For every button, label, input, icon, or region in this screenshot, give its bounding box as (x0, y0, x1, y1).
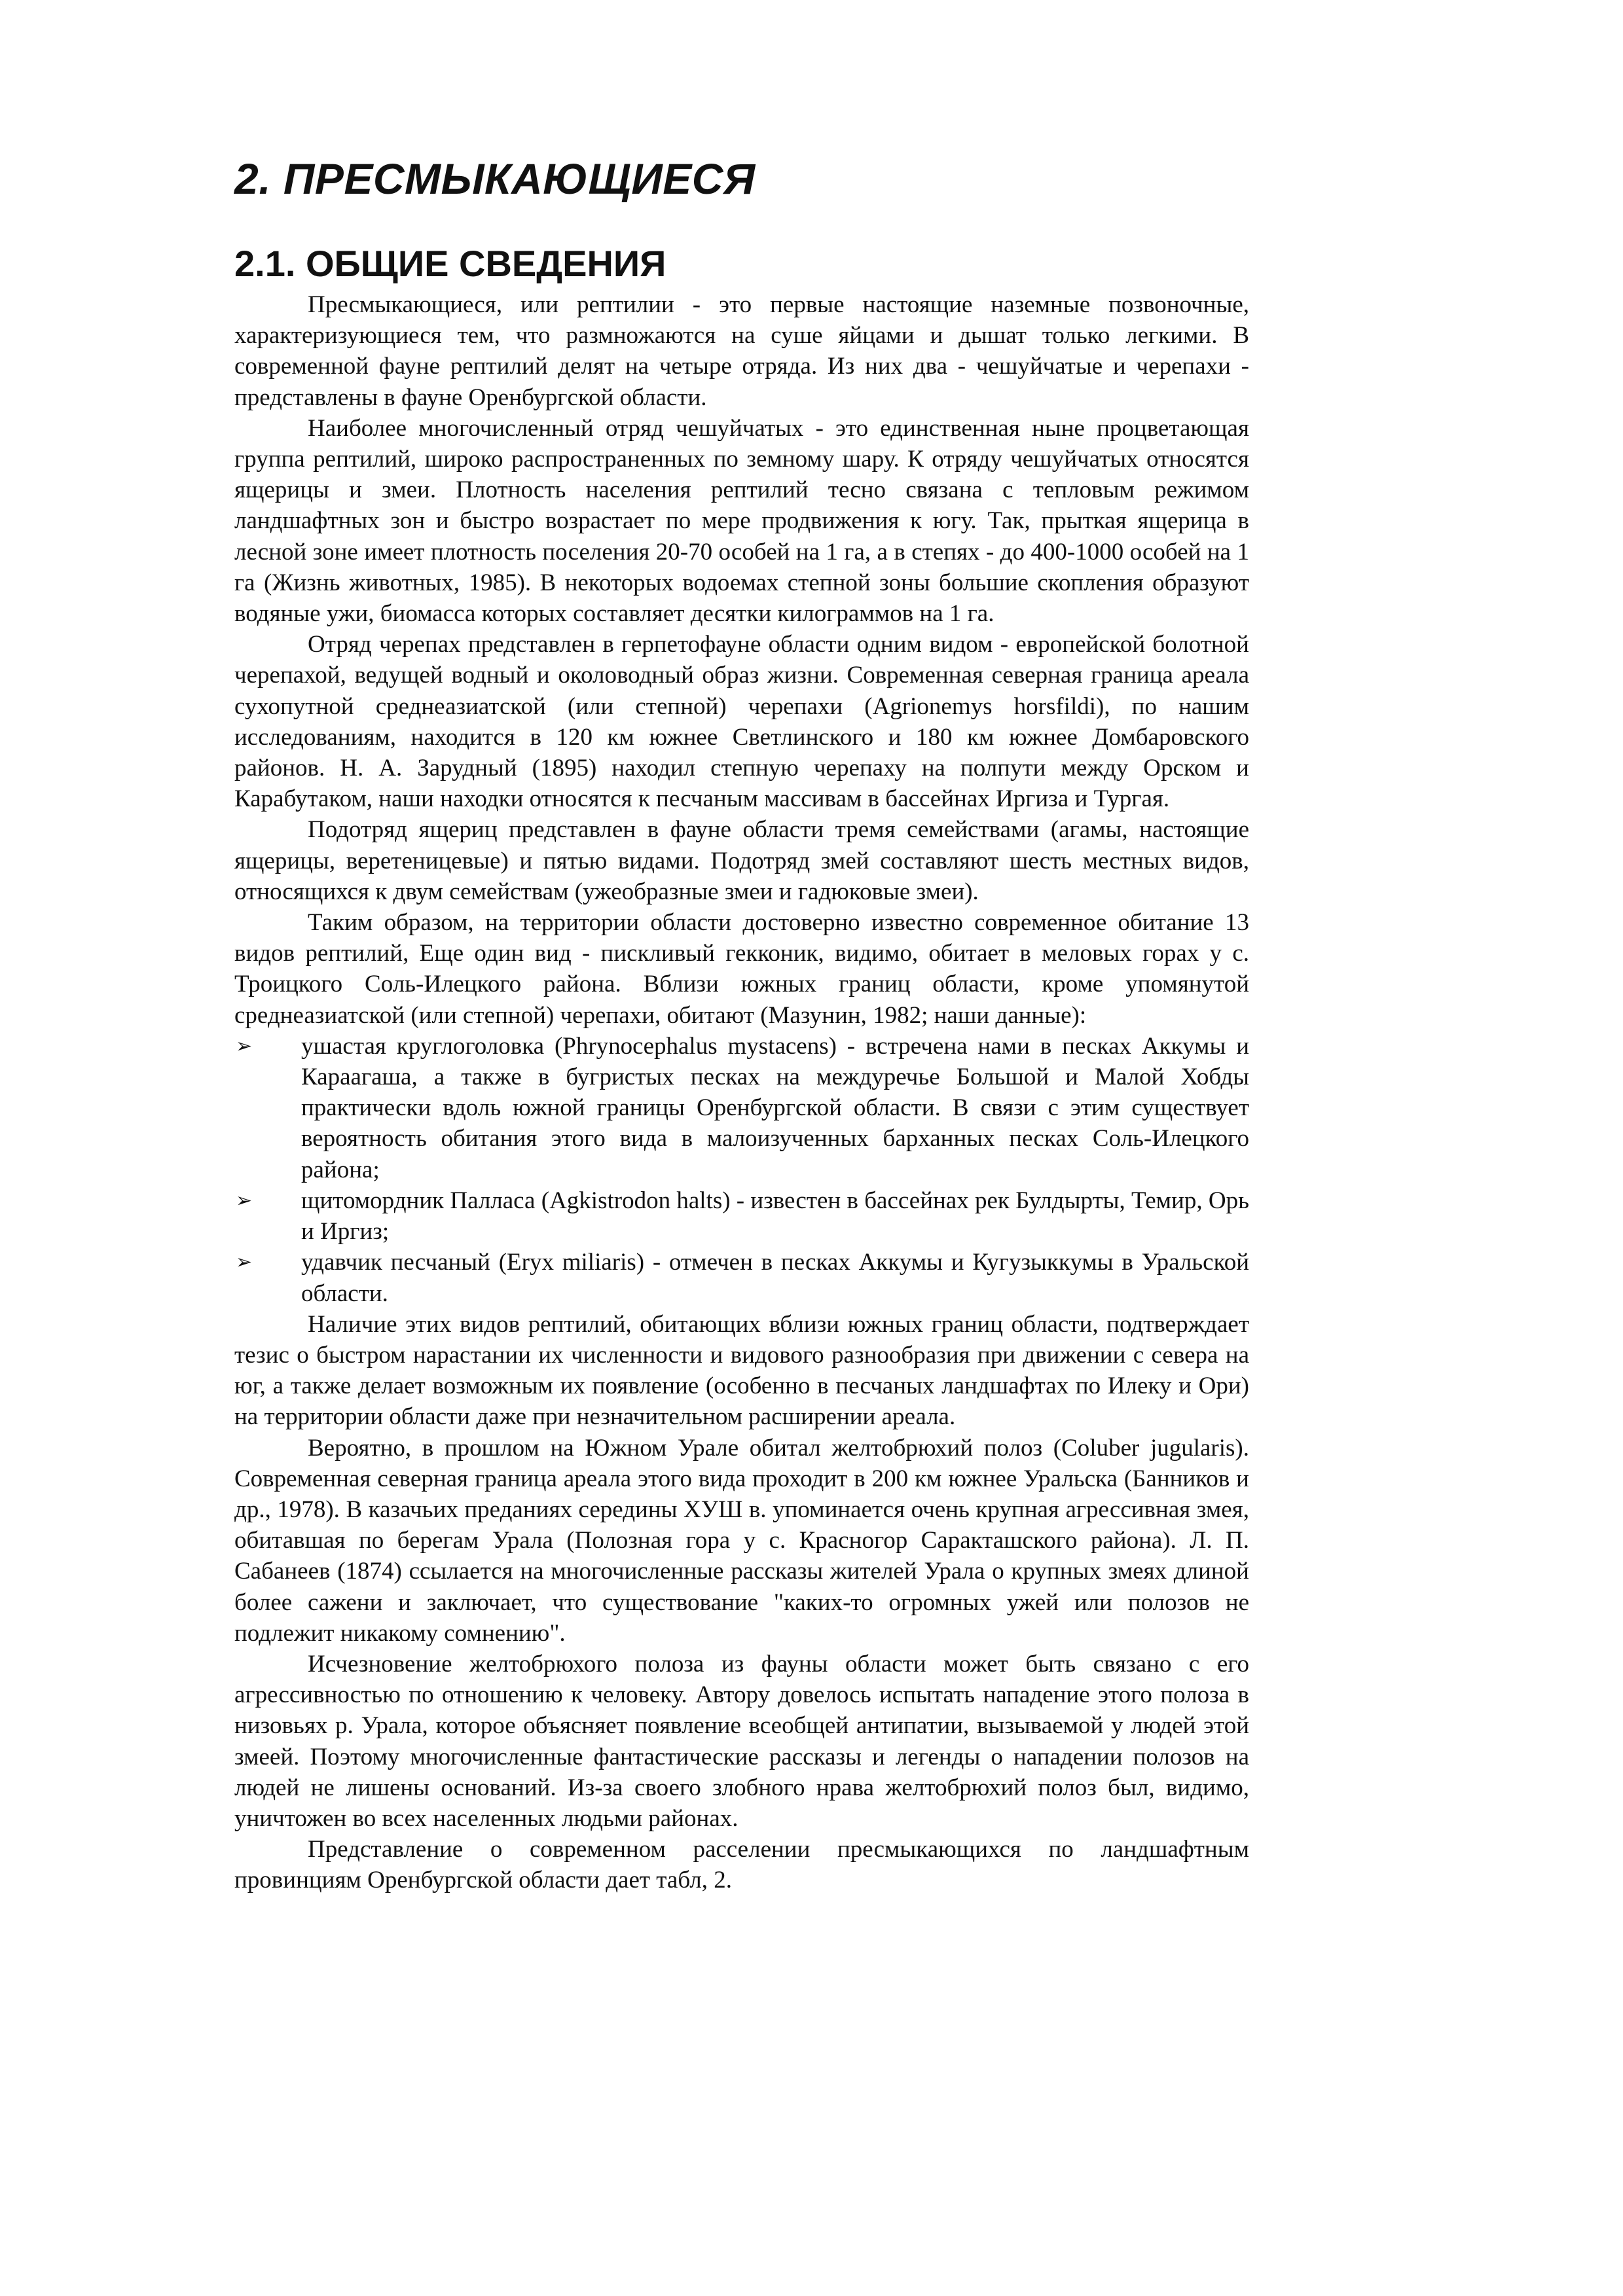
list-item (234, 1247, 1249, 1308)
paragraph-coluber: Вероятно, в прошлом на Южном Урале обитал желтобрюхий полоз (Coluber jugularis). Современная северная граница ареала этого вида проходит в 200 км южнее Уральска (Банников и др., 1978). В казачьих преданиях середины ХУШ в. упоминается очень крупная агрессивная змея, обитавшая по берегам Урала (Полозная гора у с. Красногор Саракташского района). Л. П. Сабанеев (1874) ссылается на многочисленные рассказы жителей Урала о крупных змеях длиной более сажени и заключает, что существование "каких-то огромных ужей или полозов не подлежит никакому сомнению". (234, 1434, 1249, 1647)
page-content (234, 149, 1249, 1896)
arrowhead-bullet-icon: ➢ (236, 1189, 253, 1212)
chapter-title: 2. ПРЕСМЫКАЮЩИЕСЯ (234, 154, 756, 203)
paragraph-table-reference: Представление о современном расселении пресмыкающихся по ландшафтным провинциям Оренбургской области дает табл, 2. (234, 1836, 1249, 1894)
section-title: 2.1. ОБЩИЕ СВЕДЕНИЯ (234, 243, 666, 284)
species-bullet-list (234, 1031, 1249, 1309)
list-item-text: щитомордник Палласа (Agkistrodon halts) - известен в бассейнах рек Булдырты, Темир, Орь и Иргиз; (301, 1187, 1249, 1246)
arrowhead-bullet-icon: ➢ (236, 1251, 253, 1274)
arrowhead-bullet-icon: ➢ (236, 1034, 253, 1058)
list-item-text: удавчик песчаный (Eryx miliaris) - отмечен в песках Аккумы и Кугузыккумы в Уральской области. (301, 1249, 1249, 1307)
list-item (234, 1185, 1249, 1247)
paragraph-intro: Пресмыкающиеся, или рептилии - это первые настоящие наземные позвоночные, характеризующиеся тем, что размножаются на суше яйцами и дышат только легкими. В современной фауне рептилий делят на четыре отряда. Из них два - чешуйчатые и черепахи - представлены в фауне Оренбургской области. (234, 291, 1249, 411)
list-item (234, 1031, 1249, 1185)
paragraph-turtles: Отряд черепах представлен в герпетофауне области одним видом - европейской болотной черепахой, ведущей водный и околоводный образ жизни. Современная северная граница ареала сухопутной среднеазиатской (или степной) черепахи (Agrionemys horsfildi), по нашим исследованиям, находится в 120 км южнее Светлинского и 180 км южнее Домбаровского районов. Н. А. Зарудный (1895) находил степную черепаху на полпути между Орском и Карабутаком, наши находки относятся к песчаным массивам в бассейнах Иргиза и Тургая. (234, 631, 1249, 813)
paragraph-southern-species: Наличие этих видов рептилий, обитающих вблизи южных границ области, подтверждает тезис о быстром нарастании их численности и видового разнообразия при движении с севера на юг, а также делает возможным их появление (особенно в песчаных ландшафтах по Илеку и Ори) на территории области даже при незначительном расширении ареала. (234, 1310, 1249, 1431)
paragraph-species-count: Таким образом, на территории области достоверно известно современное обитание 13 видов рептилий, Еще один вид - пискливый гекконик, видимо, обитает в меловых горах у с. Троицкого Соль-Илецкого района. Вблизи южных границ области, кроме упомянутой среднеазиатской (или степной) черепахи, обитают (Мазунин, 1982; наши данные): (234, 909, 1249, 1029)
list-item-text: ушастая круглоголовка (Phrynocephalus mystacens) - встречена нами в песках Аккумы и Караагаша, а также в бугристых песках на междуречье Большой и Малой Хобды практически вдоль южной границы Оренбургской области. В связи с этим существует вероятность обитания этого вида в малоизученных барханных песках Соль-Илецкого района; (301, 1032, 1249, 1183)
paragraph-squamata: Наиболее многочисленный отряд чешуйчатых - это единственная ныне процветающая группа рептилий, широко распространенных по земному шару. К отряду чешуйчатых относятся ящерицы и змеи. Плотность населения рептилий тесно связана с тепловым режимом ландшафтных зон и быстро возрастает по мере продвижения к югу. Так, прыткая ящерица в лесной зоне имеет плотность поселения 20-70 особей на 1 га, а в степях - до 400-1000 особей на 1 га (Жизнь животных, 1985). В некоторых водоемах степной зоны большие скопления образуют водяные ужи, биомасса которых составляет десятки килограммов на 1 га. (234, 414, 1249, 628)
paragraph-lizards-snakes: Подотряд ящериц представлен в фауне области тремя семействами (агамы, настоящие ящерицы, веретеницевые) и пятью видами. Подотряд змей составляют шесть местных видов, относящихся к двум семействам (ужеобразные змеи и гадюковые змеи). (234, 816, 1249, 905)
paragraph-disappearance: Исчезновение желтобрюхого полоза из фауны области может быть связано с его агрессивностью по отношению к человеку. Автору довелось испытать нападение этого полоза в низовьях р. Урала, которое объясняет появление всеобщей антипатии, вызываемой у людей этой змеей. Поэтому многочисленные фантастические рассказы и легенды о нападении полозов на людей не лишены оснований. Из-за своего злобного нрава желтобрюхий полоз был, видимо, уничтожен во всех населенных людьми районах. (234, 1650, 1249, 1832)
